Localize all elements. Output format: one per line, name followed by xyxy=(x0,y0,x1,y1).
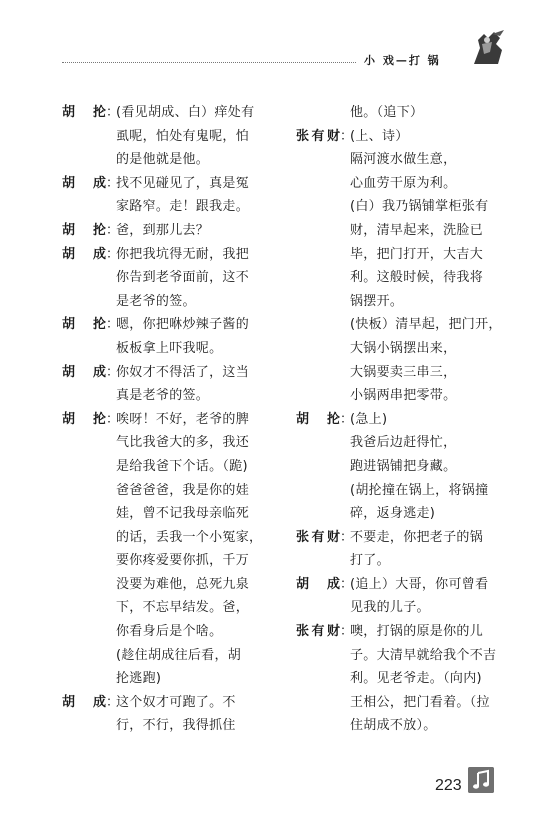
dialogue-entry xyxy=(296,573,501,620)
dialogue-text xyxy=(116,408,280,691)
text-line: 我爸后边赶得忙， xyxy=(350,435,457,451)
text-line: 这个奴才可跑了。不 xyxy=(116,694,236,710)
speaker-name: 胡 成 xyxy=(62,694,106,710)
speaker-colon: ： xyxy=(106,411,120,427)
dialogue-entry xyxy=(296,101,501,125)
speaker-colon: ： xyxy=(340,624,354,640)
text-line: 锅摆开。 xyxy=(350,293,404,309)
music-note-icon xyxy=(468,767,494,793)
speaker-name: 张有财 xyxy=(296,529,340,545)
dialogue-text xyxy=(116,243,280,314)
speaker-colon: ： xyxy=(340,411,354,427)
dialogue-text xyxy=(350,573,501,620)
text-line: 板板拿上吓我呢。 xyxy=(116,340,223,356)
speaker-colon: ： xyxy=(106,246,120,262)
text-line: (趁住胡成往后看，胡 xyxy=(116,647,242,663)
text-line: 嗯，你把咻炒辣子酱的 xyxy=(116,317,250,333)
speaker-name: 胡 成 xyxy=(62,246,106,262)
text-line: 气比我爸大的多，我还 xyxy=(116,435,250,451)
text-line: (急上) xyxy=(350,411,388,427)
text-line: (上、诗） xyxy=(350,128,409,144)
speaker-name: 胡 成 xyxy=(62,364,106,380)
dialogue-text xyxy=(350,526,501,573)
speaker-label xyxy=(296,573,354,597)
speaker-label xyxy=(296,408,354,432)
speaker-label xyxy=(296,620,354,644)
left-text-column xyxy=(62,101,280,738)
text-line: 爸，到那儿去？ xyxy=(116,222,210,238)
speaker-name: 胡 抡 xyxy=(62,222,106,238)
text-line: 打了。 xyxy=(350,553,390,569)
speaker-name: 张有财 xyxy=(296,128,340,144)
text-line: (快板）清早起，把门开， xyxy=(350,317,502,333)
dialogue-text xyxy=(116,172,280,219)
speaker-name: 张有财 xyxy=(296,624,340,640)
dialogue-text xyxy=(116,691,280,738)
right-text-column xyxy=(296,101,501,738)
text-line: 大锅要卖三串三， xyxy=(350,364,457,380)
dialogue-text xyxy=(350,620,501,738)
dialogue-entry xyxy=(296,408,501,526)
text-line: 爸爸爸爸，我是你的娃 xyxy=(116,482,250,498)
text-line: 碎，返身逃走) xyxy=(350,506,436,522)
speaker-name: 胡 抡 xyxy=(296,411,340,427)
text-line: 住胡成不放）。 xyxy=(350,718,437,734)
opera-figure-emblem-icon xyxy=(470,28,506,68)
dialogue-entry xyxy=(62,691,280,738)
header-dotted-rule xyxy=(62,62,356,63)
text-line: (追上）大哥，你可曾看 xyxy=(350,576,489,592)
text-line: 你奴才不得活了，这当 xyxy=(116,364,250,380)
text-line: (白）我乃锅铺掌柜张有 xyxy=(350,199,489,215)
text-line: 行，不行，我得抓住 xyxy=(116,718,236,734)
text-line: 跑进锅铺把身藏。 xyxy=(350,458,457,474)
text-line: (胡抡撞在锅上，将锅撞 xyxy=(350,482,489,498)
speaker-label xyxy=(296,101,350,125)
text-line: 大锅小锅摆出来， xyxy=(350,340,457,356)
dialogue-entry xyxy=(62,361,280,408)
speaker-label xyxy=(62,172,120,196)
speaker-colon: ： xyxy=(106,694,120,710)
text-line: 心血劳干原为利。 xyxy=(350,175,457,191)
speaker-name: 胡 抡 xyxy=(62,317,106,333)
dialogue-entry xyxy=(62,313,280,360)
text-line: 你告到老爷面前，这不 xyxy=(116,270,250,286)
text-line: 利。这般时候，待我将 xyxy=(350,270,484,286)
speaker-name: 胡 成 xyxy=(62,175,106,191)
speaker-label xyxy=(296,125,354,149)
page-number: 223 xyxy=(435,777,462,794)
text-line: 下，不忘早结发。爸， xyxy=(116,600,250,616)
speaker-label xyxy=(62,408,120,432)
text-line: 见我的儿子。 xyxy=(350,600,430,616)
text-line: 他。（追下） xyxy=(350,105,424,120)
speaker-colon: ： xyxy=(106,317,120,333)
text-line: 你看身后是个啥。 xyxy=(116,624,223,640)
speaker-label xyxy=(62,219,120,243)
dialogue-entry xyxy=(62,101,280,172)
text-line: 唉呀！不好，老爷的脾 xyxy=(116,411,250,427)
speaker-colon: ： xyxy=(106,175,120,191)
dialogue-text xyxy=(350,125,502,408)
dialogue-entry xyxy=(62,243,280,314)
running-header-title: 小 戏—打 锅 xyxy=(364,54,441,67)
dialogue-text xyxy=(350,101,501,125)
text-line: 王相公，把门看着。（拉 xyxy=(350,694,490,710)
speaker-name: 胡 抡 xyxy=(62,411,106,427)
dialogue-entry xyxy=(62,408,280,691)
dialogue-entry xyxy=(62,172,280,219)
speaker-name: 胡 成 xyxy=(296,576,340,592)
speaker-colon: ： xyxy=(106,364,120,380)
dialogue-text xyxy=(116,219,280,243)
text-line: 没要为难他，总死九泉 xyxy=(116,576,250,592)
text-line: 不要走，你把老子的锅 xyxy=(350,529,484,545)
text-line: 是给我爸下个话。（跪) xyxy=(116,458,248,474)
dialogue-text xyxy=(116,101,280,172)
text-line: 要你疼爱要你抓，千万 xyxy=(116,553,250,569)
text-line: 的话，丢我一个小冤家， xyxy=(116,529,263,545)
dialogue-text xyxy=(116,313,280,360)
speaker-colon: ： xyxy=(340,529,354,545)
text-line: 真是老爷的签。 xyxy=(116,388,210,404)
text-line: 家路窄。走！跟我走。 xyxy=(116,199,250,215)
text-line: 毕，把门打开，大吉大 xyxy=(350,246,484,262)
text-line: 你把我坑得无耐，我把 xyxy=(116,246,250,262)
text-line: 娃，曾不记我母亲临死 xyxy=(116,506,250,522)
text-line: (看见胡成、白）痒处有 xyxy=(116,105,255,120)
text-line: 找不见碰见了，真是冤 xyxy=(116,175,250,191)
text-line: 隔河渡水做生意， xyxy=(350,152,457,168)
dialogue-entry xyxy=(296,620,501,738)
speaker-label xyxy=(62,361,120,385)
speaker-name: 胡 抡 xyxy=(62,105,106,120)
speaker-colon: ： xyxy=(106,105,120,120)
text-line: 抡逃跑) xyxy=(116,671,162,687)
dialogue-entry xyxy=(296,125,501,408)
text-line: 的是他就是他。 xyxy=(116,152,210,168)
speaker-label xyxy=(62,313,120,337)
speaker-label xyxy=(296,526,354,550)
speaker-label xyxy=(62,691,120,715)
text-line: 利。见老爷走。（向内) xyxy=(350,671,482,687)
dialogue-entry xyxy=(62,219,280,243)
speaker-label xyxy=(62,101,120,125)
text-line: 小锅两串把零带。 xyxy=(350,388,457,404)
text-line: 是老爷的签。 xyxy=(116,293,196,309)
text-line: 子。大清早就给我个不吉 xyxy=(350,647,497,663)
speaker-label xyxy=(62,243,120,267)
speaker-colon: ： xyxy=(340,576,354,592)
text-line: 财，清早起来，洗脸已 xyxy=(350,222,484,238)
dialogue-entry xyxy=(296,526,501,573)
dialogue-text xyxy=(116,361,280,408)
speaker-colon: ： xyxy=(106,222,120,238)
text-line: 噢，打锅的原是你的儿 xyxy=(350,624,484,640)
text-line: 虱呢，怕处有鬼呢，怕 xyxy=(116,128,250,144)
speaker-colon: ： xyxy=(340,128,354,144)
dialogue-text xyxy=(350,408,501,526)
